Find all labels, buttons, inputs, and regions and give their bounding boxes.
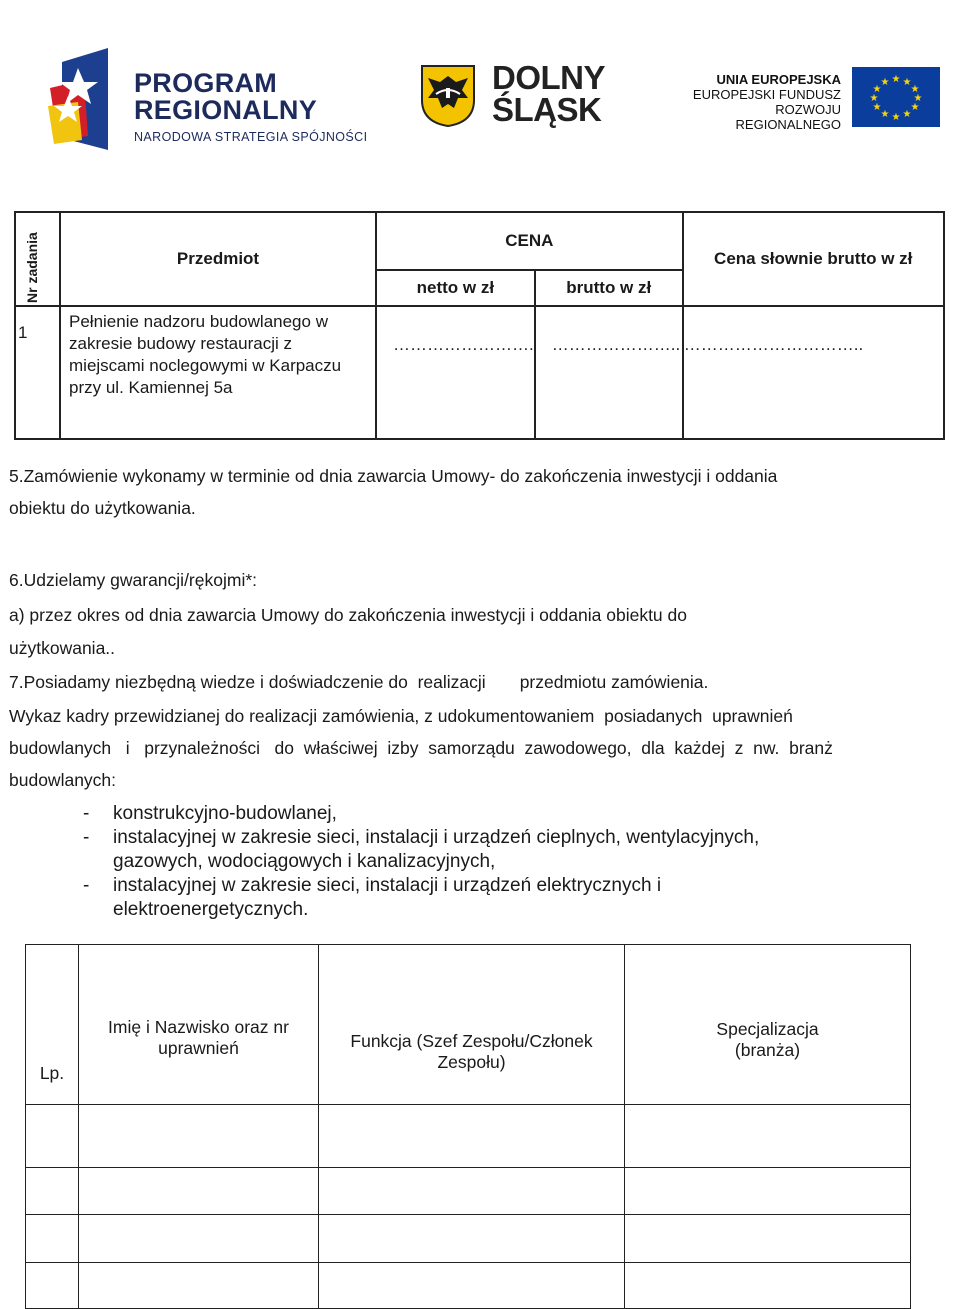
program-logo-text bbox=[134, 70, 367, 144]
col-header-gross: brutto w zł bbox=[535, 270, 683, 306]
table-cell[interactable] bbox=[319, 1215, 625, 1263]
list-dash: - bbox=[83, 827, 90, 848]
row-subject bbox=[60, 306, 376, 439]
eu-line3: ROZWOJU REGIONALNEGO bbox=[735, 102, 841, 132]
subject-line: Pełnienie nadzoru budowlanego w bbox=[69, 312, 328, 331]
table-cell[interactable] bbox=[79, 1168, 319, 1215]
svg-text:★: ★ bbox=[910, 102, 920, 113]
table-cell[interactable] bbox=[625, 1105, 911, 1168]
paragraph-7-line3: budowlanych i przynależności do właściwej izby samorządu zawodowego, dla każdej z nw. branż bbox=[9, 738, 833, 758]
list-item-text: konstrukcyjno-budowlanej, bbox=[113, 803, 337, 824]
table-row bbox=[26, 1215, 911, 1263]
col-header-role-line2: Zespołu) bbox=[437, 1052, 506, 1072]
col-header-price: CENA bbox=[376, 212, 683, 270]
list-item bbox=[83, 826, 759, 874]
paragraph-6a-line1: a) przez okres od dnia zawarcia Umowy do zakończenia inwestycji i oddania obiektu do bbox=[9, 605, 687, 625]
dolny-slask-line2: ŚLĄSK bbox=[492, 91, 602, 128]
table-cell[interactable] bbox=[625, 1215, 911, 1263]
svg-text:★: ★ bbox=[872, 84, 882, 95]
program-logo-icon bbox=[48, 48, 132, 150]
col-header-spec-line1: Specjalizacja bbox=[716, 1019, 819, 1039]
table-cell[interactable] bbox=[319, 1105, 625, 1168]
table-row bbox=[26, 1263, 911, 1309]
paragraph-7-line4: budowlanych: bbox=[9, 770, 117, 790]
svg-text:★: ★ bbox=[880, 109, 890, 120]
table-cell[interactable] bbox=[26, 1168, 79, 1215]
list-item-text: instalacyjnej w zakresie sieci, instalacji i urządzeń cieplnych, wentylacyjnych, bbox=[113, 827, 760, 848]
table-cell[interactable] bbox=[79, 1215, 319, 1263]
gross-price-field[interactable]: ………………….. bbox=[535, 306, 683, 439]
list-item bbox=[83, 874, 759, 922]
list-item bbox=[83, 802, 759, 826]
staff-table bbox=[25, 944, 911, 1309]
dolny-slask-logo-text bbox=[492, 59, 605, 128]
eu-line2: EUROPEJSKI FUNDUSZ bbox=[692, 87, 841, 102]
subject-line: miejscami noclegowymi w Karpaczu bbox=[69, 356, 342, 375]
table-cell[interactable] bbox=[26, 1105, 79, 1168]
eagle-crest-icon bbox=[420, 64, 476, 128]
paragraph-5-line1: 5.Zamówienie wykonamy w terminie od dnia zawarcia Umowy- do zakończenia inwestycji i oddania bbox=[9, 466, 778, 486]
col-header-spec-line2: (branża) bbox=[734, 1040, 801, 1060]
list-item-text: instalacyjnej w zakresie sieci, instalacji i urządzeń elektrycznych i bbox=[113, 875, 662, 896]
subject-line: zakresie budowy restauracji z bbox=[69, 334, 292, 353]
table-cell[interactable] bbox=[319, 1263, 625, 1309]
list-dash: - bbox=[83, 803, 90, 824]
svg-text:★: ★ bbox=[910, 84, 920, 95]
eu-flag-icon bbox=[852, 67, 940, 127]
table-cell[interactable] bbox=[79, 1105, 319, 1168]
col-header-subject: Przedmiot bbox=[60, 212, 376, 306]
col-header-role-line1: Funkcja (Szef Zespołu/Członek bbox=[350, 1031, 593, 1051]
paragraph-7-line2: Wykaz kadry przewidzianej do realizacji zamówienia, z udokumentowaniem posiadanych uprawnień bbox=[9, 706, 793, 726]
col-header-words: Cena słownie brutto w zł bbox=[683, 212, 944, 306]
table-cell[interactable] bbox=[625, 1168, 911, 1215]
eu-fund-text bbox=[683, 72, 841, 132]
dolny-slask-crest bbox=[420, 64, 476, 133]
list-dash: - bbox=[83, 875, 90, 896]
svg-text:★: ★ bbox=[891, 112, 901, 123]
eu-flag bbox=[852, 67, 940, 132]
table-cell[interactable] bbox=[319, 1168, 625, 1215]
net-price-field[interactable]: ……………………. bbox=[376, 306, 535, 439]
program-logo-line2: REGIONALNY bbox=[134, 95, 318, 125]
svg-text:★: ★ bbox=[913, 93, 923, 104]
svg-text:★: ★ bbox=[869, 93, 879, 104]
program-logo-line3: NARODOWA STRATEGIA SPÓJNOŚCI bbox=[134, 130, 368, 144]
col-header-nr bbox=[15, 212, 60, 306]
paragraph-5-line2: obiektu do użytkowania. bbox=[9, 498, 196, 518]
list-item-text: elektroenergetycznych. bbox=[113, 899, 309, 920]
specialization-list bbox=[83, 802, 759, 922]
subject-line: przy ul. Kamiennej 5a bbox=[69, 378, 233, 397]
table-cell[interactable] bbox=[26, 1215, 79, 1263]
table-cell[interactable] bbox=[625, 1263, 911, 1309]
svg-text:★: ★ bbox=[872, 102, 882, 113]
nr-zadania-label: Nr zadania bbox=[24, 232, 40, 303]
list-item-text: gazowych, wodociągowych i kanalizacyjnych, bbox=[113, 851, 496, 872]
col-header-name-line2: uprawnień bbox=[158, 1038, 239, 1058]
table-row bbox=[26, 1168, 911, 1215]
col-header-lp: Lp. bbox=[26, 945, 79, 1105]
program-regionalny-logo bbox=[48, 48, 132, 155]
dolny-slask-line1: DOLNY bbox=[492, 59, 605, 96]
program-logo-line1: PROGRAM bbox=[134, 68, 278, 98]
col-header-name-line1: Imię i Nazwisko oraz nr bbox=[108, 1017, 289, 1037]
col-header-role bbox=[319, 945, 625, 1105]
svg-text:★: ★ bbox=[902, 109, 912, 120]
price-table bbox=[14, 211, 945, 440]
col-header-spec bbox=[625, 945, 911, 1105]
eu-line1: UNIA EUROPEJSKA bbox=[716, 72, 841, 87]
svg-text:★: ★ bbox=[891, 74, 901, 85]
svg-text:★: ★ bbox=[880, 77, 890, 88]
col-header-net: netto w zł bbox=[376, 270, 535, 306]
svg-text:★: ★ bbox=[902, 77, 912, 88]
table-row bbox=[26, 1105, 911, 1168]
table-cell[interactable] bbox=[26, 1263, 79, 1309]
paragraph-6-line1: 6.Udzielamy gwarancji/rękojmi*: bbox=[9, 570, 257, 590]
paragraph-6a-line2: użytkowania.. bbox=[9, 638, 116, 658]
row-nr: 1 bbox=[15, 306, 60, 439]
table-cell[interactable] bbox=[79, 1263, 319, 1309]
col-header-name bbox=[79, 945, 319, 1105]
price-words-field[interactable]: ………………………….. bbox=[683, 306, 944, 439]
paragraph-7-line1: 7.Posiadamy niezbędną wiedze i doświadczenie do realizacji przedmiotu zamówienia. bbox=[9, 672, 709, 692]
